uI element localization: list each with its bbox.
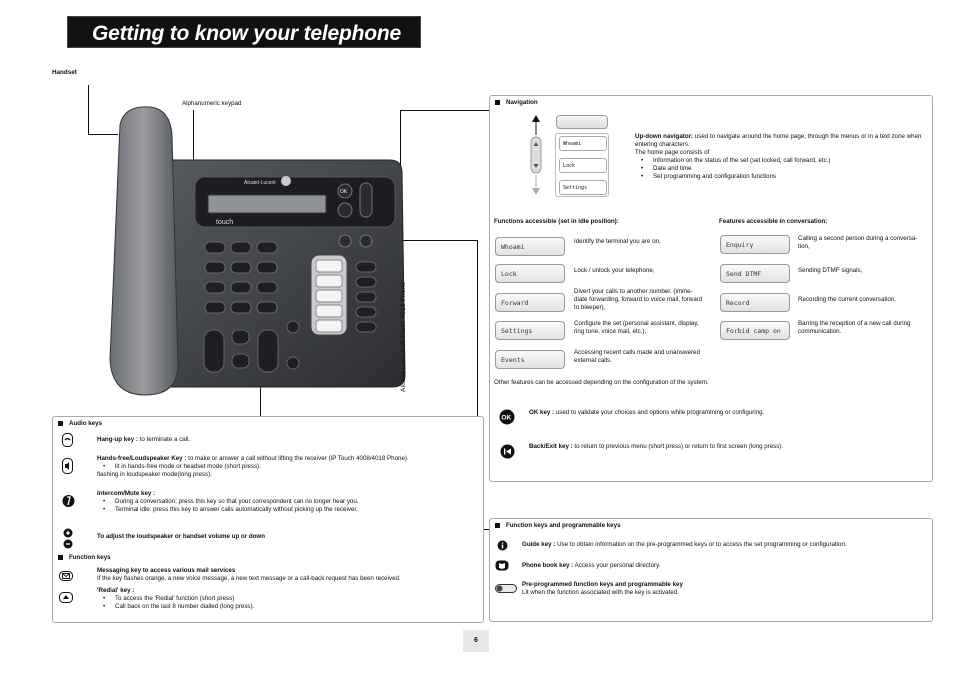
page-number: 6 — [463, 630, 489, 652]
send-dtmf-key[interactable]: Send DTMF — [720, 264, 790, 283]
keypad-label: Alphanumeric keypad — [182, 100, 242, 107]
forward-desc: Divert your calls to another number. (imme-diate forwarding, forward to voice mail, forward to bleeper), — [574, 288, 703, 312]
record-desc: Recording the current conversation, — [798, 296, 897, 303]
volume-desc: To adjust the loudspeaker or handset volume up or down — [97, 533, 265, 540]
redial-desc: 'Redial' key : • To access the 'Redial' function (short press) • Call back on the last 8 number dialled (long press). — [97, 587, 477, 611]
events-desc: Accessing recent calls made and unanswered external calls. — [574, 349, 700, 365]
home-screen — [555, 133, 609, 197]
guide-icon — [497, 540, 508, 551]
navigation-panel — [489, 95, 933, 482]
phone-illustration — [90, 105, 420, 405]
navigation-heading: Navigation — [495, 99, 538, 107]
volume-up-key[interactable] — [287, 321, 299, 333]
handset-leader — [88, 85, 89, 135]
prog-desc: Pre-programmed function keys and programmable key Lit when the function associated with the key is activated. — [522, 581, 683, 597]
audio-keys-panel — [52, 416, 484, 623]
touch-text: touch — [216, 219, 234, 226]
hangup-icon — [62, 433, 73, 447]
programmable-key-icon — [495, 584, 517, 593]
function-heading: Function keys — [58, 554, 111, 562]
back-exit-icon — [500, 444, 515, 459]
phonebook-key[interactable] — [360, 235, 372, 247]
idle-heading: Functions accessible (set in idle position): — [494, 218, 619, 225]
handsfree-desc: Hands-free/Loudspeaker Key : to make or answer a call without lifting the receiver (IP Touch 4008/4018 Phone). • lit in hands-free mode or headset mode (short press). flashing in loudspeaker mode(long press). — [97, 455, 477, 479]
other-features-text: Other features can be accessed depending on the configuration of the system. — [494, 379, 709, 386]
lock-key[interactable]: Lock — [495, 264, 565, 283]
updown-navigator-icon — [530, 115, 542, 195]
navigator-key[interactable] — [360, 183, 372, 217]
lock-desc: Lock / unlock your telephone, — [574, 267, 655, 274]
updown-desc: Up-down navigator: used to navigate around the home page, through the menus or in a text zone when entering characters. The home page consists of • Information on the status of the set (set locked, call forward, etc.) • Date and time • Set programming and configuration functions — [635, 133, 927, 181]
brand-text: Alcatel-Lucent — [244, 180, 276, 186]
page-title-bar — [67, 16, 421, 48]
enquiry-key[interactable]: Enquiry — [720, 235, 790, 254]
hangup-key[interactable] — [204, 330, 224, 372]
ok-key-label: OK — [340, 189, 348, 195]
redial-key[interactable] — [232, 354, 249, 368]
handset-label: Handset — [52, 69, 77, 76]
settings-key[interactable]: Settings — [495, 321, 565, 340]
send-dtmf-desc: Sending DTMF signals, — [798, 267, 863, 274]
forward-key[interactable]: Forward — [495, 293, 565, 312]
loudspeaker-icon — [62, 458, 73, 474]
messaging-icon — [59, 571, 73, 581]
record-key[interactable]: Record — [720, 293, 790, 312]
audio-heading: Audio keys — [58, 420, 102, 428]
phonebook-icon — [495, 560, 509, 571]
whoami-key[interactable]: Whoami — [495, 237, 565, 256]
page-title: Getting to know your telephone — [92, 22, 402, 45]
conv-heading: Features accessible in conversation: — [719, 218, 828, 225]
phonebook-desc: Phone book key : Access your personal directory. — [522, 562, 661, 569]
screen-item[interactable]: Lock — [559, 158, 607, 173]
fkeys-heading: Function keys and programmable keys — [495, 522, 621, 530]
intercom-desc: Intercom/Mute key : • During a conversation: press this key so that your correspondent can no longer hear you. • Terminal idle: press this key to answer calls automatically without picking up the receiver. — [97, 490, 477, 514]
messaging-desc: Messaging key to access various mail services If the key flashes orange, a new voice message, a new text message or a call-back request has been received. — [97, 567, 401, 583]
hangup-desc: Hang-up key : to terminate a call. — [97, 436, 191, 443]
back-exit-desc: Back/Exit key : to return to previous menu (short press) or return to first screen (long press). — [529, 443, 784, 450]
screen-item[interactable]: Settings — [559, 180, 607, 195]
whoami-desc: Identify the terminal you are on, — [574, 238, 661, 245]
events-key[interactable]: Events — [495, 350, 565, 369]
guide-key[interactable] — [339, 235, 351, 247]
loudspeaker-key[interactable] — [258, 330, 278, 372]
settings-desc: Configure the set (personal assistant, display, ring tone, voice mail, etc.), — [574, 320, 699, 336]
screen-header-bar — [556, 115, 608, 129]
ok-icon — [499, 409, 515, 425]
enquiry-desc: Calling a second person during a conversa-tion, — [798, 235, 918, 251]
side-model-text: Alcatel-Lucent IP Touch 4018 Phone — [400, 282, 407, 392]
redial-icon — [59, 592, 73, 603]
volume-down-key[interactable] — [287, 357, 299, 369]
messaging-key[interactable] — [232, 330, 249, 344]
back-key[interactable] — [338, 203, 352, 217]
guide-desc: Guide key : Use to obtain information on the pre-programmed keys or to access the set programming or configuration. — [522, 541, 847, 548]
forbid-camp-on-key[interactable]: Forbid camp on — [720, 321, 790, 340]
brand-logo — [281, 176, 291, 186]
svg-text:OK: OK — [501, 414, 512, 422]
function-keys-panel — [489, 518, 933, 622]
forbid-camp-on-desc: Barring the reception of a new call during communication. — [798, 320, 911, 336]
mute-icon — [62, 494, 75, 508]
screen-item[interactable]: Whoami — [559, 136, 607, 151]
ok-desc: OK key : used to validate your choices and options while programming or configuring. — [529, 409, 765, 416]
volume-icon — [63, 528, 73, 549]
